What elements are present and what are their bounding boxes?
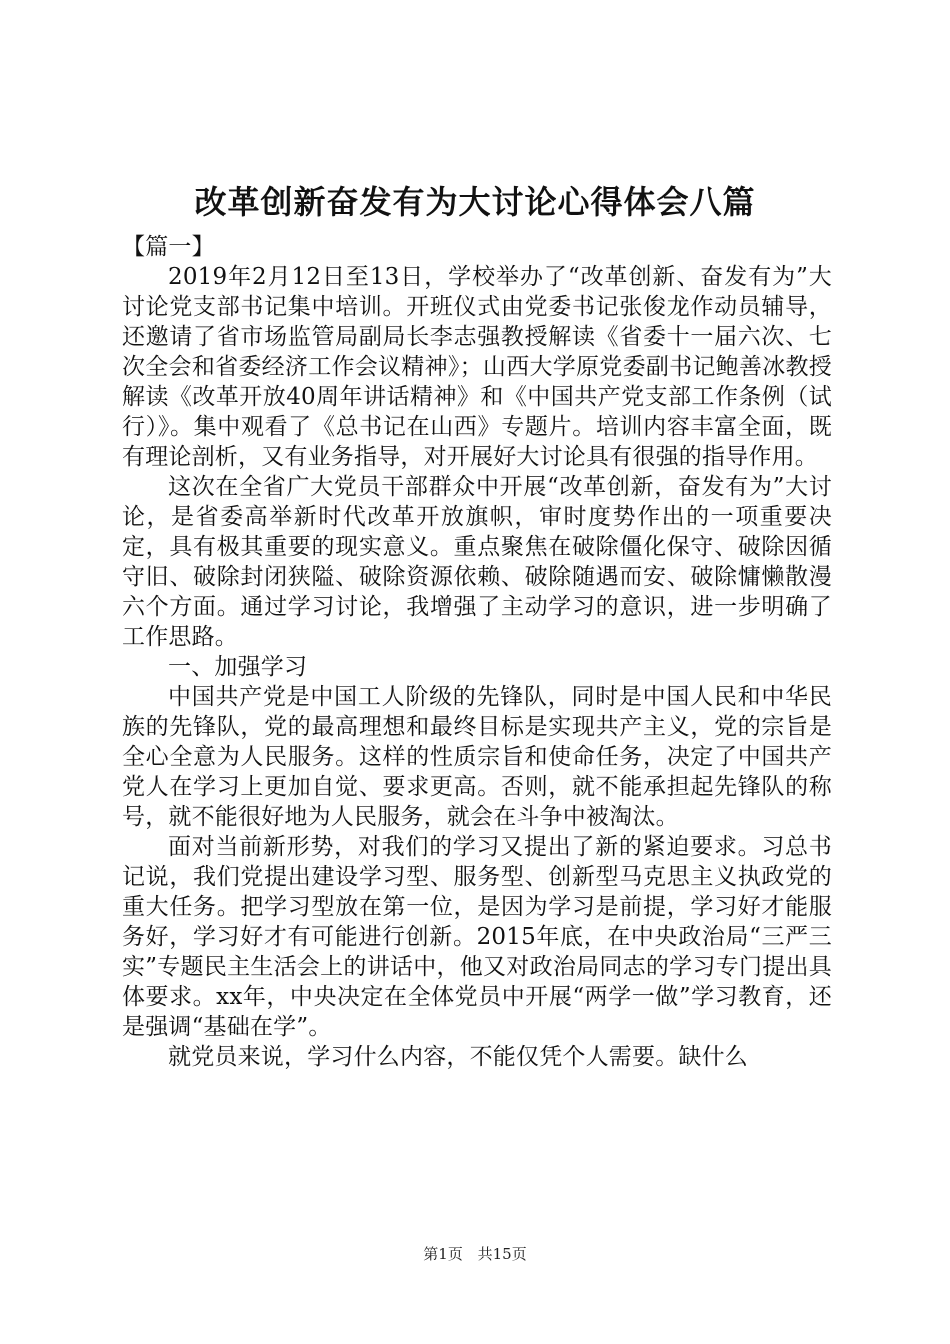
page-number: 第1页 — [423, 1245, 463, 1263]
paragraph: 就党员来说，学习什么内容，不能仅凭个人需要。缺什么 — [168, 1044, 748, 1070]
page-footer — [0, 1244, 950, 1264]
paragraph: 这次在全省广大党员干部群众中开展“改革创新，奋发有为”大讨论，是省委高举新时代改革开放旗帜，审时度势作出的一项重要决定，具有极其重要的现实意义。重点聚焦在破除僵化保守、破除因循守旧、破除封闭狭隘、破除资源依赖、破除随遇而安、破除慵懒散漫六个方面。通过学习讨论，我增强了主动学习的意识，进一步明确了工作思路。 — [122, 474, 832, 650]
section-marker: 【篇一】 — [122, 234, 215, 260]
paragraph: 中国共产党是中国工人阶级的先锋队，同时是中国人民和中华民族的先锋队，党的最高理想和最终目标是实现共产主义，党的宗旨是全心全意为人民服务。这样的性质宗旨和使命任务，决定了中国共产党人在学习上更加自觉、要求更高。否则，就不能承担起先锋队的称号，就不能很好地为人民服务，就会在斗争中被淘汰。 — [122, 684, 832, 830]
paragraph: 2019年2月12日至13日，学校举办了“改革创新、奋发有为”大讨论党支部书记集中培训。开班仪式由党委书记张俊龙作动员辅导，还邀请了省市场监管局副局长李志强教授解读《省委十一届六次、七次全会和省委经济工作会议精神》；山西大学原党委副书记鲍善冰教授解读《改革开放40周年讲话精神》和《中国共产党支部工作条例（试行）》。集中观看了《总书记在山西》专题片。培训内容丰富全面，既有理论剖析，又有业务指导，对开展好大讨论具有很强的指导作用。 — [122, 264, 832, 470]
section-heading: 一、加强学习 — [168, 654, 308, 680]
paragraph: 面对当前新形势，对我们的学习又提出了新的紧迫要求。习总书记说，我们党提出建设学习型、服务型、创新型马克思主义执政党的重大任务。把学习型放在第一位，是因为学习是前提，学习好才能服务好，学习好才有可能进行创新。2015年底，在中央政治局“三严三实”专题民主生活会上的讲话中，他又对政治局同志的学习专门提出具体要求。xx年，中央决定在全体党员中开展“两学一做”学习教育，还是强调“基础在学”。 — [122, 834, 832, 1040]
page-total: 共15页 — [477, 1245, 527, 1263]
document-title: 改革创新奋发有为大讨论心得体会八篇 — [194, 183, 756, 221]
document-body — [122, 232, 832, 1072]
